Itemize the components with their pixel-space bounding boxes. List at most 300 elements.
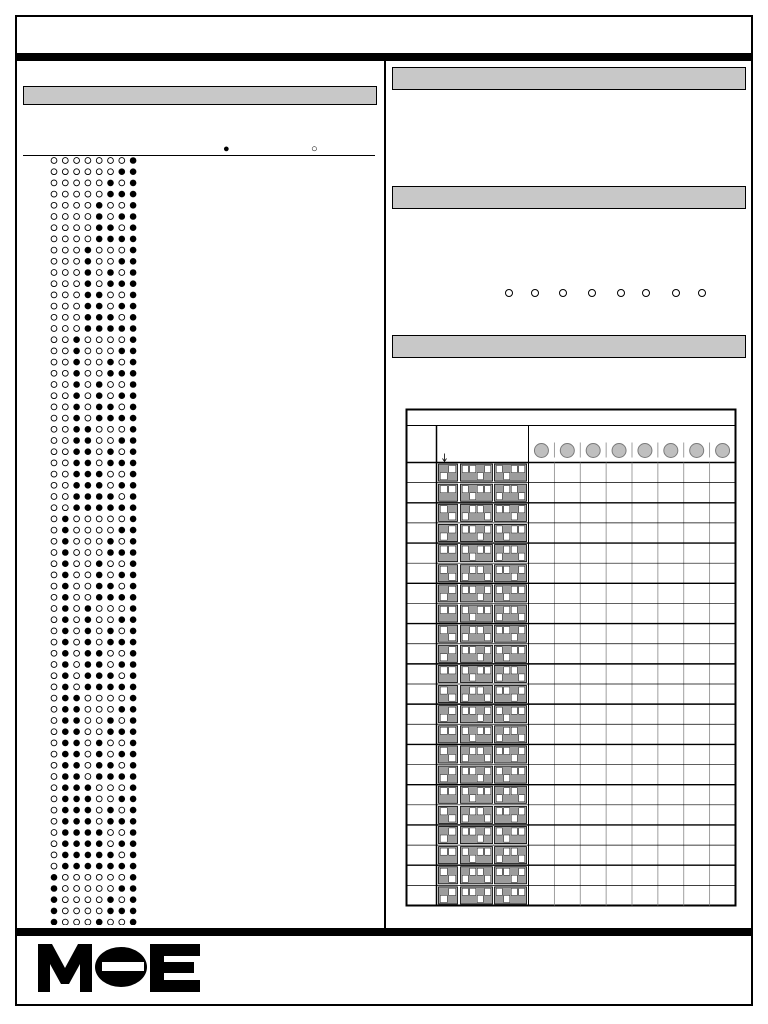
dip-table-row <box>51 874 137 881</box>
switch-lever <box>449 486 456 493</box>
switch-lever <box>485 754 491 761</box>
dip-table-row <box>51 560 136 567</box>
dip-dot-off <box>108 617 114 623</box>
switch-lever <box>519 747 525 754</box>
dip-dot-on <box>130 572 137 579</box>
right-section-header-1 <box>392 67 746 90</box>
switch-lever <box>449 848 456 855</box>
dip-dot-off <box>51 863 57 869</box>
dip-dot-on <box>62 605 69 612</box>
dip-dot-off <box>74 516 80 522</box>
dip-dot-on <box>130 616 137 623</box>
switch-indicator-circle <box>643 290 650 297</box>
switch-lever <box>462 466 468 473</box>
switch-lever <box>511 486 517 493</box>
dip-table-row <box>51 538 136 545</box>
dip-dot-on <box>130 863 137 870</box>
dip-dot-on <box>130 269 137 276</box>
switch-lever <box>449 768 456 775</box>
dip-dot-off <box>96 718 102 724</box>
switch-lever <box>511 727 517 734</box>
switch-lever <box>470 747 476 754</box>
switch-lever <box>477 808 483 815</box>
switch-lever <box>511 667 517 674</box>
dip-dot-on <box>73 829 80 836</box>
switch-lever <box>440 835 447 842</box>
switch-lever <box>462 788 468 795</box>
switch-lever <box>470 828 476 835</box>
dip-dot-off <box>51 270 57 276</box>
switch-lever <box>485 486 491 493</box>
dip-dot-on <box>73 784 80 791</box>
switch-lever <box>462 848 468 855</box>
dip-dot-on <box>130 605 137 612</box>
dip-dot-off <box>62 326 68 332</box>
dip-dot-on <box>85 852 92 859</box>
switch-indicator-circle <box>699 290 706 297</box>
dip-dot-on <box>107 404 114 411</box>
dip-dot-off <box>85 404 91 410</box>
dip-dot-on <box>73 818 80 825</box>
switch-lever <box>519 674 525 681</box>
switch-lever <box>504 848 510 855</box>
switch-lever <box>440 727 447 734</box>
dip-dot-off <box>51 751 57 757</box>
dip-dot-off <box>62 180 68 186</box>
switch-lever <box>477 667 483 674</box>
switch-lever <box>470 674 476 681</box>
dip-table-row <box>51 661 136 668</box>
dip-dot-on <box>96 740 103 747</box>
dip-dot-off <box>62 874 68 880</box>
dip-dot-on <box>62 751 69 758</box>
dip-dot-on <box>130 885 137 892</box>
dip-dot-off <box>85 729 91 735</box>
dip-dot-off <box>51 628 57 634</box>
dip-table-row <box>51 202 136 209</box>
dip-dot-on <box>130 628 137 635</box>
grid-row <box>439 867 527 884</box>
dip-dot-off <box>108 258 114 264</box>
dip-dot-off <box>74 247 80 253</box>
dip-dot-on <box>96 392 103 399</box>
dip-dot-off <box>108 695 114 701</box>
dip-dot-off <box>74 258 80 264</box>
dip-dot-on <box>85 661 92 668</box>
dip-dot-on <box>73 796 80 803</box>
switch-lever <box>519 647 525 654</box>
dip-dot-off <box>62 482 68 488</box>
dip-dot-off <box>74 662 80 668</box>
dip-dot-off <box>51 796 57 802</box>
switch-lever <box>485 586 491 593</box>
dip-dot-on <box>73 807 80 814</box>
switch-lever <box>485 546 491 553</box>
dip-dot-on <box>107 684 114 691</box>
dip-dot-off <box>85 874 91 880</box>
dip-dot-on <box>130 258 137 265</box>
dip-dot-on <box>130 415 137 422</box>
dip-dot-on <box>85 829 92 836</box>
switch-lever <box>485 875 491 882</box>
dip-dot-on <box>96 303 103 310</box>
dip-dot-off <box>85 550 91 556</box>
dip-dot-off <box>51 482 57 488</box>
dip-dot-off <box>51 258 57 264</box>
switch-lever <box>462 754 468 761</box>
dip-dot-on <box>119 482 126 489</box>
dip-dot-on <box>85 482 92 489</box>
dip-table-row <box>51 572 136 579</box>
dip-dot-on <box>130 348 137 355</box>
dip-dot-off <box>96 538 102 544</box>
switch-lever <box>470 707 476 714</box>
dip-dot-off <box>74 292 80 298</box>
dip-dot-on <box>96 762 103 769</box>
dip-dot-off <box>96 426 102 432</box>
dip-dot-off <box>62 382 68 388</box>
switch-indicator-circle <box>506 290 513 297</box>
switch-lever <box>449 694 456 701</box>
dip-dot-on <box>96 213 103 220</box>
dip-dot-off <box>62 236 68 242</box>
dip-dot-off <box>51 426 57 432</box>
switch-lever <box>470 566 476 573</box>
dip-dot-off <box>96 516 102 522</box>
switch-position-indicators <box>500 286 720 300</box>
dip-dot-off <box>96 818 102 824</box>
switch-lever <box>462 888 468 895</box>
dip-table-row <box>51 482 136 489</box>
dip-dot-on <box>130 751 137 758</box>
dip-dot-off <box>51 180 57 186</box>
switch-lever <box>440 486 447 493</box>
switch-lever <box>504 727 510 734</box>
dip-dot-on <box>73 695 80 702</box>
dip-dot-off <box>119 314 125 320</box>
dip-table-row <box>51 493 136 500</box>
switch-lever <box>485 888 491 895</box>
switch-lever <box>519 828 525 835</box>
switch-lever <box>519 888 525 895</box>
switch-lever <box>519 855 525 862</box>
switch-lever <box>449 466 456 473</box>
dip-dot-off <box>108 706 114 712</box>
dip-dot-off <box>85 225 91 231</box>
dip-dot-off <box>51 505 57 511</box>
dip-dot-off <box>85 348 91 354</box>
dip-dot-off <box>96 606 102 612</box>
dip-dot-on <box>130 740 137 747</box>
dip-dot-on <box>107 762 114 769</box>
dip-table-row <box>51 885 137 892</box>
grid-row <box>439 806 527 823</box>
dip-dot-off <box>108 303 114 309</box>
dip-dot-on <box>130 359 137 366</box>
dip-dot-on <box>107 717 114 724</box>
dip-table-row <box>51 168 136 175</box>
switch-lever <box>519 506 525 513</box>
switch-lever <box>519 687 525 694</box>
dip-dot-on <box>130 292 137 299</box>
dip-dot-off <box>85 751 91 757</box>
dip-dot-off <box>51 303 57 309</box>
grid-row <box>439 585 527 602</box>
dip-dot-on <box>107 594 114 601</box>
switch-lever <box>504 627 510 634</box>
switch-lever <box>462 647 468 654</box>
switch-lever <box>485 634 491 641</box>
dip-dot-off <box>74 314 80 320</box>
dip-dot-on <box>62 818 69 825</box>
dip-dot-off <box>119 538 125 544</box>
dip-dot-off <box>108 214 114 220</box>
dip-dot-on <box>119 773 126 780</box>
left-section-header <box>23 86 377 105</box>
dip-dot-off <box>62 281 68 287</box>
right-section-header-2 <box>392 186 746 209</box>
right-section-header-1-text <box>393 72 397 84</box>
dip-table-row <box>51 717 136 724</box>
switch-lever <box>470 627 476 634</box>
dip-dot-on <box>107 728 114 735</box>
switch-lever <box>470 795 476 802</box>
dip-dot-off <box>119 874 125 880</box>
dip-dot-off <box>62 426 68 432</box>
dip-dot-off <box>51 762 57 768</box>
grid-row <box>439 766 527 783</box>
switch-lever <box>504 775 510 782</box>
dip-dot-off <box>62 337 68 343</box>
switch-lever <box>485 848 491 855</box>
dip-dot-off <box>62 292 68 298</box>
dip-dot-off <box>51 606 57 612</box>
dip-dot-on <box>96 482 103 489</box>
dip-table-row <box>51 415 136 422</box>
dip-dot-on <box>62 684 69 691</box>
dip-dot-off <box>85 538 91 544</box>
dip-dot-on <box>73 740 80 747</box>
dip-dot-on <box>107 549 114 556</box>
dip-dot-off <box>74 191 80 197</box>
switch-lever <box>511 586 517 593</box>
dip-dot-off <box>85 774 91 780</box>
dip-dot-on <box>130 504 137 511</box>
mce-logo <box>38 942 202 994</box>
switch-lever <box>440 546 447 553</box>
dip-table-row <box>51 616 136 623</box>
switch-lever <box>511 888 517 895</box>
switch-lever <box>504 566 510 573</box>
dip-dot-on <box>96 919 103 925</box>
switch-lever <box>449 727 456 734</box>
switch-lever <box>462 634 468 641</box>
dip-table-row <box>51 247 136 254</box>
dip-dot-on <box>119 191 126 198</box>
grid-row <box>439 504 527 521</box>
dip-dot-off <box>74 628 80 634</box>
dip-dot-off <box>51 169 57 175</box>
dip-dot-on <box>107 180 114 187</box>
dip-table-row <box>51 908 137 915</box>
switch-lever <box>485 828 491 835</box>
dip-dot-off <box>96 281 102 287</box>
dip-dot-off <box>74 214 80 220</box>
dip-dot-off <box>51 639 57 645</box>
dip-dot-off <box>51 214 57 220</box>
dip-dot-off <box>85 561 91 567</box>
dip-dot-on <box>62 661 69 668</box>
dip-dot-on <box>51 874 58 881</box>
grid-header-indicator <box>612 444 626 458</box>
switch-lever <box>485 768 491 775</box>
dip-dot-on <box>96 314 103 321</box>
dip-dot-on <box>62 807 69 814</box>
dip-dot-off <box>62 908 68 914</box>
switch-indicator-circle <box>589 290 596 297</box>
dip-dot-off <box>51 494 57 500</box>
dip-dot-off <box>119 225 125 231</box>
switch-lever <box>511 647 517 654</box>
switch-lever <box>485 707 491 714</box>
dip-dot-off <box>96 874 102 880</box>
dip-dot-on <box>96 236 103 243</box>
dip-dot-on <box>62 717 69 724</box>
switch-indicator-circle <box>618 290 625 297</box>
switch-lever <box>485 727 491 734</box>
dip-dot-off <box>108 337 114 343</box>
dip-dot-off <box>119 852 125 858</box>
dip-dot-on <box>85 314 92 321</box>
dip-dot-off <box>51 740 57 746</box>
dip-dot-on <box>130 426 137 433</box>
dip-dot-on <box>130 650 137 657</box>
dip-dot-on <box>107 460 114 467</box>
dip-dot-on <box>85 639 92 646</box>
title-rule <box>15 53 753 61</box>
switch-lever <box>440 714 447 721</box>
switch-lever <box>477 848 483 855</box>
switch-lever <box>477 506 483 513</box>
dip-dot-on <box>85 616 92 623</box>
dip-dot-off <box>108 650 114 656</box>
dip-dot-on <box>85 784 92 791</box>
dip-dot-on <box>119 504 126 511</box>
dip-dot-on <box>62 594 69 601</box>
grid-row <box>439 484 527 501</box>
dip-dot-off <box>51 818 57 824</box>
dip-dot-on <box>62 863 69 870</box>
dip-dot-on <box>130 583 137 590</box>
switch-lever <box>470 808 476 815</box>
dip-dot-off <box>62 393 68 399</box>
dip-dot-off <box>96 449 102 455</box>
dip-dot-off <box>51 449 57 455</box>
left-section-header-text <box>24 91 28 103</box>
switch-lever <box>449 828 456 835</box>
dip-dot-on <box>96 650 103 657</box>
dip-dot-on <box>130 180 137 187</box>
dip-dot-on <box>96 572 103 579</box>
dip-dot-off <box>85 214 91 220</box>
dip-dot-on <box>62 549 69 556</box>
dip-dot-on <box>130 493 137 500</box>
dip-table-row <box>51 236 136 243</box>
switch-lever <box>462 828 468 835</box>
dip-table-row <box>51 919 137 925</box>
dip-dot-on <box>85 303 92 310</box>
switch-lever <box>440 788 447 795</box>
dip-dot-on <box>96 224 103 231</box>
dip-dot-on <box>73 359 80 366</box>
switch-lever <box>496 734 502 741</box>
dip-dot-off <box>108 886 114 892</box>
switch-lever <box>449 546 456 553</box>
dip-dot-on <box>130 896 137 903</box>
dip-dot-off <box>51 729 57 735</box>
dip-dot-off <box>51 662 57 668</box>
dip-dot-off <box>51 382 57 388</box>
dip-table-row <box>51 751 136 758</box>
dip-dot-off <box>62 897 68 903</box>
dip-dot-off <box>119 807 125 813</box>
dip-dot-off <box>85 359 91 365</box>
dip-dot-off <box>85 740 91 746</box>
dip-table-row <box>51 314 136 321</box>
dip-dot-on <box>73 493 80 500</box>
dip-dot-off <box>119 158 125 164</box>
switch-lever <box>462 768 468 775</box>
dip-dot-off <box>108 393 114 399</box>
switch-lever <box>485 815 491 822</box>
dip-dot-off <box>74 538 80 544</box>
dip-dot-off <box>96 270 102 276</box>
switch-lever <box>496 768 502 775</box>
dip-dot-on <box>96 684 103 691</box>
dip-dot-off <box>119 449 125 455</box>
dip-dot-on <box>62 784 69 791</box>
dip-table-row <box>51 348 136 355</box>
dip-dot-off <box>119 359 125 365</box>
dip-dot-on <box>85 863 92 870</box>
switch-lever <box>449 667 456 674</box>
dip-dot-on <box>62 728 69 735</box>
dip-table-row <box>51 628 136 635</box>
switch-lever <box>511 526 517 533</box>
dip-dot-off <box>51 292 57 298</box>
switch-lever <box>504 486 510 493</box>
switch-lever <box>504 747 510 754</box>
grid-row <box>439 887 527 904</box>
dip-dot-off <box>96 908 102 914</box>
dip-dot-on <box>73 751 80 758</box>
dip-dot-on <box>73 706 80 713</box>
switch-lever <box>496 795 502 802</box>
dip-dot-off <box>119 561 125 567</box>
switch-lever <box>519 808 525 815</box>
dip-table-row <box>51 639 136 646</box>
dip-dot-on <box>107 672 114 679</box>
dip-dot-on <box>119 616 126 623</box>
dip-table-row <box>51 269 136 276</box>
switch-lever <box>477 895 483 902</box>
dip-table-row <box>51 807 136 814</box>
dip-dot-off <box>51 202 57 208</box>
dip-dot-on <box>130 684 137 691</box>
dip-dot-off <box>108 830 114 836</box>
dip-dot-off <box>119 337 125 343</box>
dip-dot-off <box>74 606 80 612</box>
